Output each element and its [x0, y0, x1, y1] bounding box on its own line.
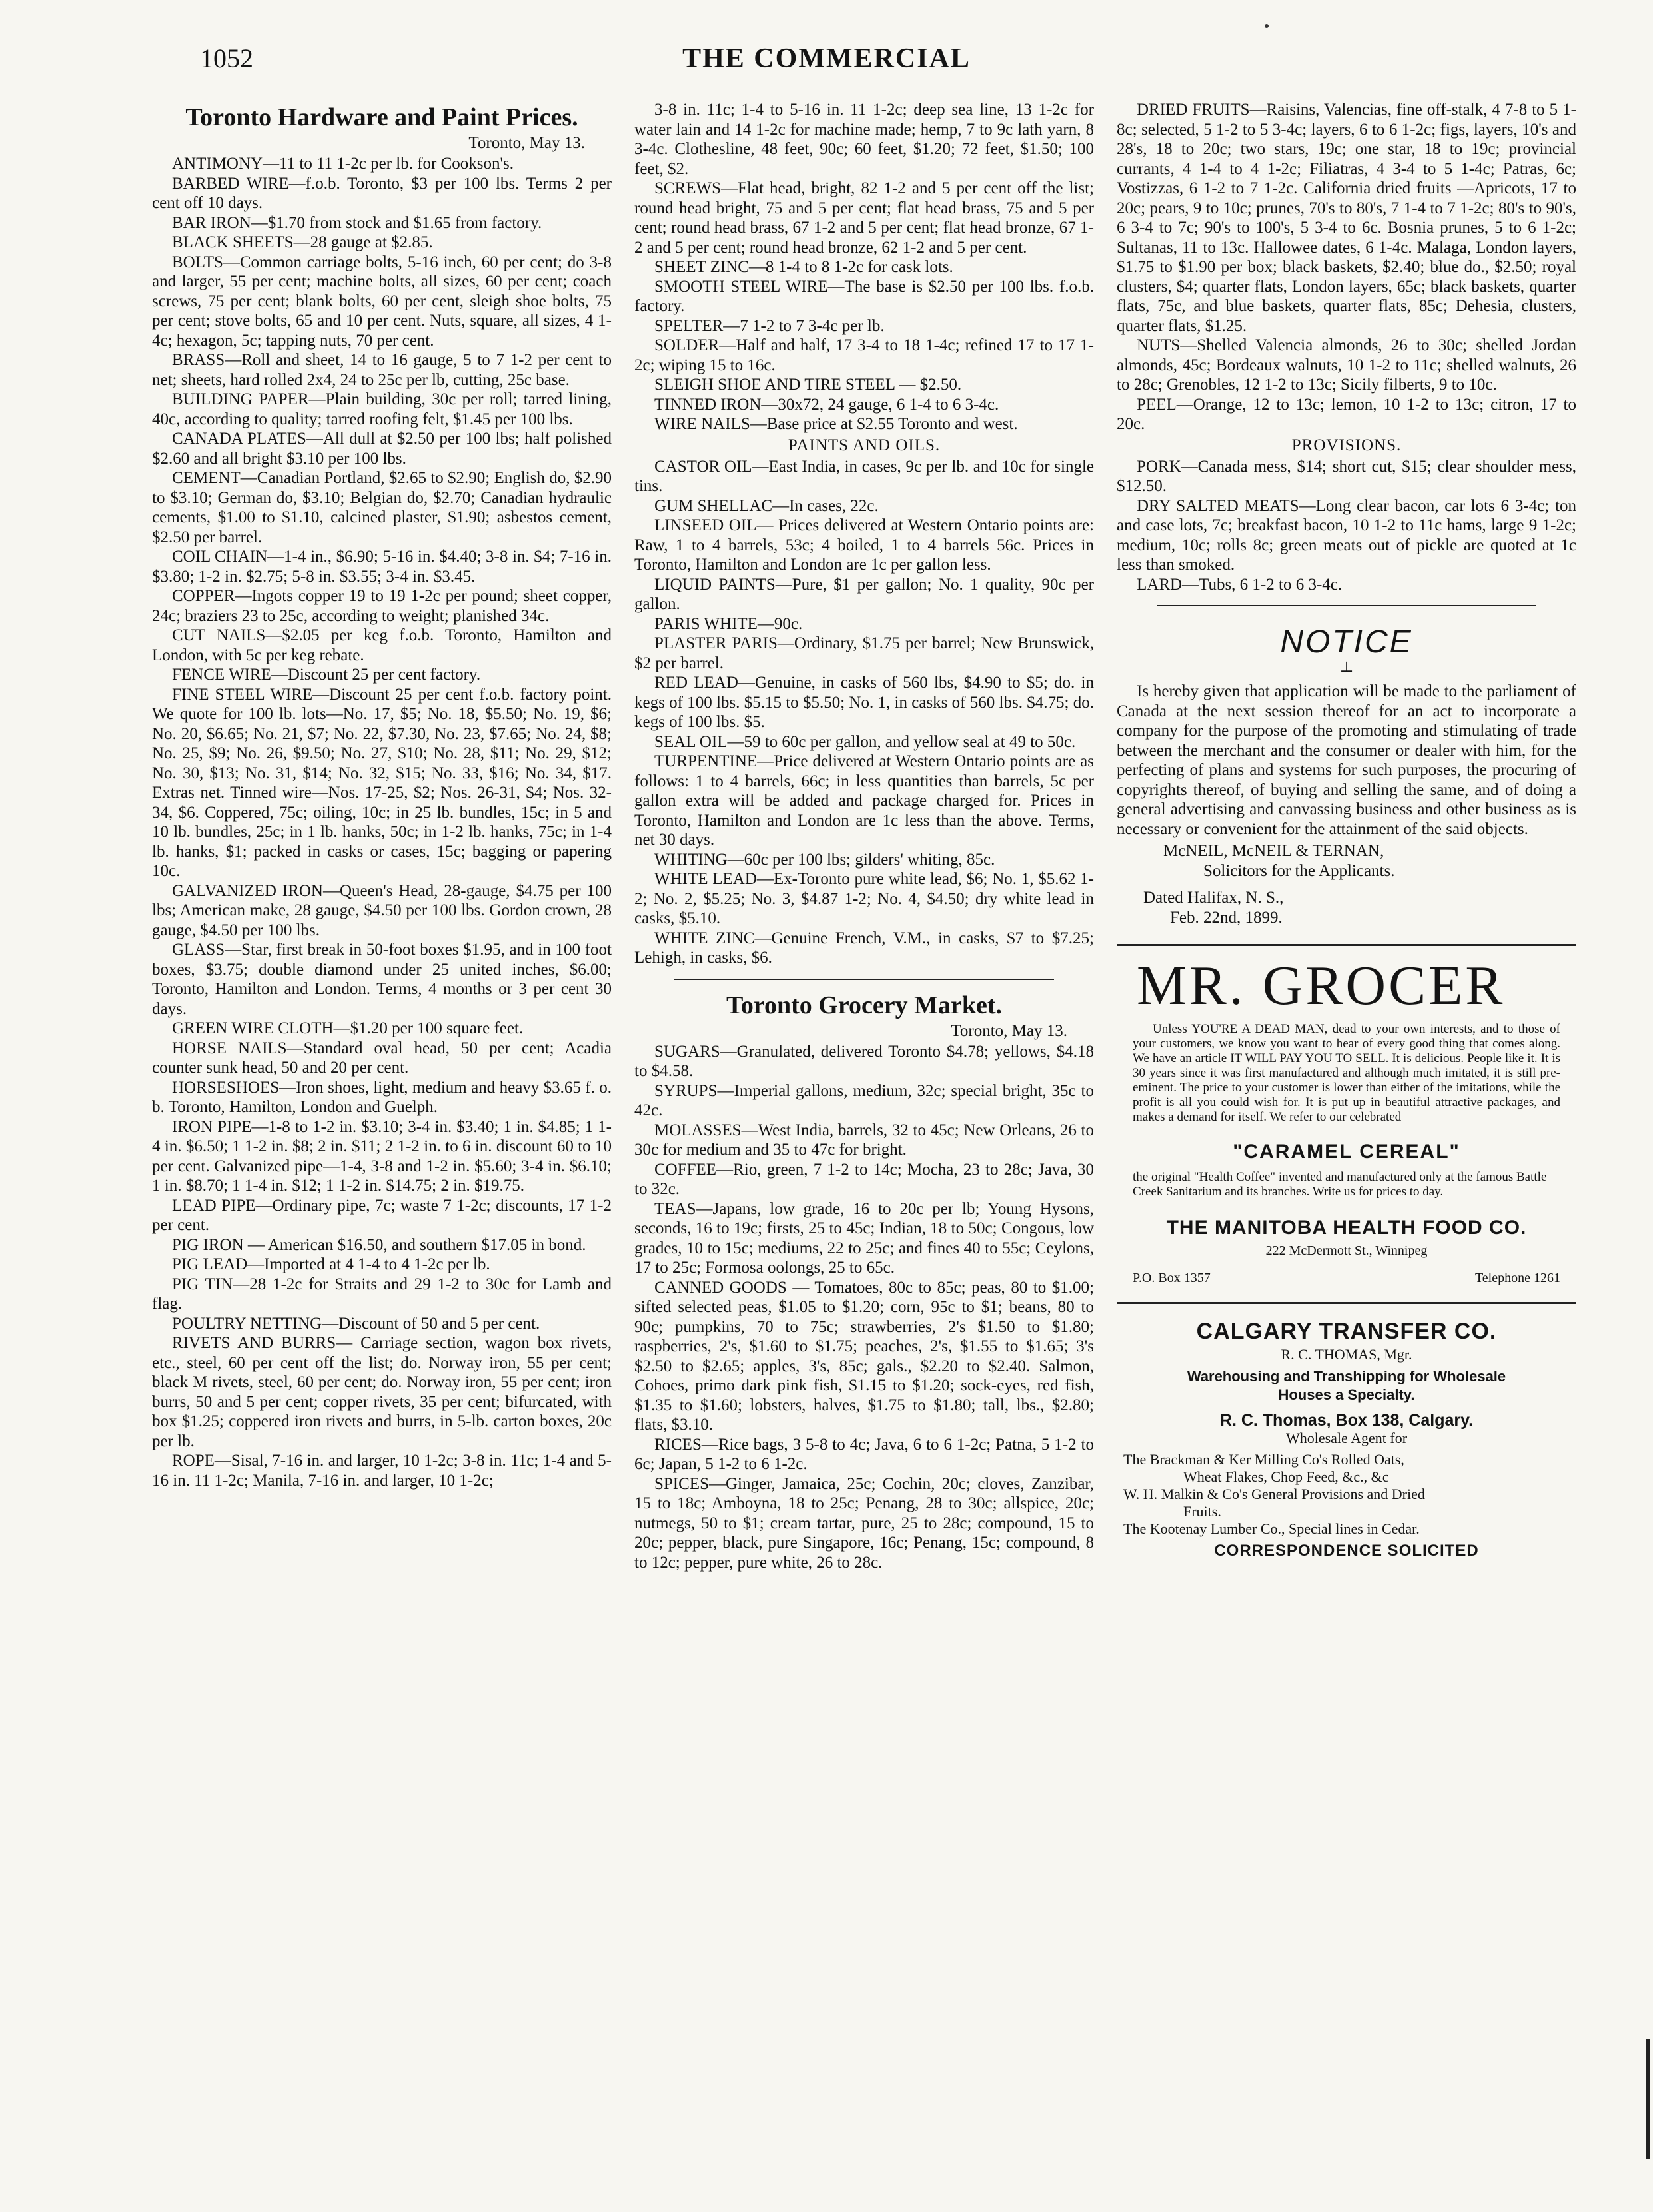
price-entry: WHITING—60c per 100 lbs; gilders' whiting, 85c.	[654, 850, 995, 869]
calgary-footer: CORRESPONDENCE SOLICITED	[1214, 1542, 1479, 1560]
price-entry: WHITE LEAD—Ex-Toronto pure white lead, $6; No. 1, $5.62 1-2; No. 2, $5.25; No. 3, $4.87 1-2; No. 4, $4.50; dry white lead in casks, $5.10.	[634, 870, 1094, 927]
price-entry: BARBED WIRE—f.o.b. Toronto, $3 per 100 lbs. Terms 2 per cent off 10 days.	[152, 174, 612, 212]
notice-signature: McNEIL, McNEIL & TERNAN,	[1163, 842, 1384, 860]
product-description: the original "Health Coffee" invented and manufactured only at the famous Battle Creek Sanitarium and its branches. Write us for prices to day.	[1133, 1170, 1547, 1199]
price-entry: CANNED GOODS — Tomatoes, 80c to 85c; peas, 80 to $1.00; sifted selected peas, $1.05 to $1.20; corn, 95c to $1; beans, 80 to 90c; pumpkins, 70 to 75c; strawberries, 2's $1.50 to $1.80; raspberries, 2's, $1.60 to $1.75; peaches, 2's, $1.55 to $1.65; 3's $2.50 to $2.65; apples, 3's, 85c; gals., $2.20 to $2.40. Salmon, Cohoes, primo dark pink fish, $1.15 to $1.20; sock-eyes, red fish, $1.35 to $1.60; lobsters, halves, $1.75 to $1.80; tall, lbs., $2.80; flats, $3.10.	[634, 1278, 1094, 1434]
paints-entries	[634, 457, 1094, 968]
price-entry: MOLASSES—West India, barrels, 32 to 45c; New Orleans, 26 to 30c for medium and 35 to 47c for bright.	[634, 1121, 1094, 1159]
provisions-entries	[1117, 457, 1576, 595]
price-entry: TEAS—Japans, low grade, 16 to 20c per lb; Young Hysons, seconds, 16 to 19c; firsts, 25 to 45c; Indian, 18 to 50c; Congous, low grades, 10 to 15c; mediums, 22 to 25c; and fines 40 to 55c; Ceylons, 17 to 25c; Formosa oolongs, 25 to 65c.	[634, 1199, 1094, 1277]
price-entry: FINE STEEL WIRE—Discount 25 per cent f.o.b. factory point. We quote for 100 lb. lots—No. 17, $5; No. 18, $5.50; No. 19, $6; No. 20, $6.65; No. 21, $7; No. 22, $7.30, No. 23, $7.65; No. 24, $8; No. 25, $9; No. 26, $9.50; No. 27, $10; No. 28, $11; No. 29, $12; No. 30, $13; No. 31, $14; No. 32, $15; No. 33, $16; No. 34, $17. Extras net. Tinned wire—Nos. 17-25, $2; Nos. 26-31, $4; Nos. 32-34, $6. Coppered, 75c; oiling, 10c; in 25 lb. bundles, 15c; in 5 and 10 lb. bundles, 25c; in 1 lb. hanks, 50c; in 1-2 lb. hanks, 75c; in 1-4 lb. hanks, $1; packed in casks or cases, 15c; bagging or papering 10c.	[152, 685, 612, 880]
grocery-section-title: Toronto Grocery Market.	[726, 991, 1003, 1019]
price-entry: RED LEAD—Genuine, in casks of 560 lbs, $4.90 to $5; do. in kegs of 100 lbs. $5.15 to $5.50; No. 1, in casks of 560 lbs. $4.75; do. kegs of 100 lbs. $5.	[634, 674, 1094, 731]
price-entry: BOLTS—Common carriage bolts, 5-16 inch, 60 per cent; do 3-8 and larger, 55 per cent; machine bolts, all sizes, 60 per cent; coach screws, 75 per cent; blank bolts, 60 per cent, sleigh shoe bolts, 75 per cent; stove bolts, 65 and 10 per cent. Nuts, square, all sizes, 4 1-4c; hexagon, 5c; tapping nuts, 70 per cent.	[152, 253, 612, 350]
grocery-dateline: Toronto, May 13.	[951, 1021, 1067, 1040]
notice-title: NOTICE	[1280, 624, 1413, 660]
product-name: "CARAMEL CEREAL"	[1233, 1141, 1460, 1163]
price-entry: LIQUID PAINTS—Pure, $1 per gallon; No. 1 quality, 90c per gallon.	[634, 575, 1094, 613]
margin-scan-mark	[1644, 2039, 1653, 2159]
calgary-company-name: CALGARY TRANSFER CO.	[1196, 1319, 1497, 1344]
agent-line: The Brackman & Ker Milling Co's Rolled Oats,	[1123, 1451, 1404, 1468]
price-entry: PIG IRON — American $16.50, and southern $17.05 in bond.	[172, 1235, 586, 1254]
price-entry: GREEN WIRE CLOTH—$1.20 per 100 square feet.	[172, 1019, 524, 1037]
price-entry: DRIED FRUITS—Raisins, Valencias, fine off-stalk, 4 7-8 to 5 1-8c; selected, 5 1-2 to 5 3-4c; layers, 6 to 6 1-2c; figs, layers, 10's and 28's, 18 to 20c; two stars, 19c; one star, 18 to 19c; provincial currants, 4 1-4 to 4 1-2c; Filiatras, 4 3-4 to 5 1-4c; Patras, 6c; Vostizzas, 6 1-2 to 7 1-2c. California dried fruits —Apricots, 17 to 20c; pears, 9 to 10c; prunes, 70's to 80's, 7 1-4 to 7 1-2c; 80's to 90's, 6 3-4 to 7c; 90's to 100's, 5 3-4 to 6c. Bosnia prunes, 5 to 6 1-2c; Sultanas, 11 to 13c. Hallowee dates, 6 1-4c. Malaga, London layers, $1.75 to $1.90 per box; black baskets, $2.40; blue do., $2.50; royal clusters, $4; quarter flats, London layers, 65c; black baskets, quarter flats, 75c, and blue baskets, quarter flats, 85c; Dehesia, clusters, quarter flats, $1.25.	[1117, 101, 1576, 335]
column-right	[1117, 100, 1576, 1560]
calgary-box: R. C. Thomas, Box 138, Calgary.	[1219, 1411, 1474, 1430]
price-entry: CANADA PLATES—All dull at $2.50 per 100 lbs; half polished $2.60 and all bright $3.10 per 100 lbs.	[152, 430, 612, 468]
notice-advertisement	[1117, 624, 1576, 928]
calgary-advertisement	[1117, 1319, 1576, 1560]
price-entry: SPELTER—7 1-2 to 7 3-4c per lb.	[654, 316, 885, 335]
price-entry: COPPER—Ingots copper 19 to 19 1-2c per pound; sheet copper, 24c; braziers 23 to 25c, according to weight; planished 34c.	[152, 587, 612, 625]
price-entry: WIRE NAILS—Base price at $2.55 Toronto and west.	[654, 415, 1018, 433]
price-entry: SYRUPS—Imperial gallons, medium, 32c; special bright, 35c to 42c.	[634, 1081, 1094, 1119]
price-entry: FENCE WIRE—Discount 25 per cent factory.	[172, 666, 481, 684]
page-number: 1052	[200, 43, 253, 73]
price-entry: LARD—Tubs, 6 1-2 to 6 3-4c.	[1137, 575, 1343, 594]
notice-date: Feb. 22nd, 1899.	[1170, 909, 1283, 927]
price-entry: BRASS—Roll and sheet, 14 to 16 gauge, 5 to 7 1-2 per cent to net; sheets, hard rolled 2x4, 24 to 25c per lb, cutting, 25c base.	[152, 351, 612, 389]
price-entry: NUTS—Shelled Valencia almonds, 26 to 30c; shelled Jordan almonds, 45c; Bordeaux walnuts, 10 1-2 to 11c; shelled walnuts, 26 to 28c; Grenobles, 12 1-2 to 13c; Sicily filberts, 9 to 10c.	[1117, 336, 1576, 394]
price-entry: HORSE NAILS—Standard oval head, 50 per cent; Acadia counter sunk head, 50 and 20 per cent.	[152, 1039, 612, 1077]
price-entry: SCREWS—Flat head, bright, 82 1-2 and 5 per cent off the list; round head bright, 75 and 5 per cent; flat head brass, 75 and 5 per cent; round head brass, 67 1-2 and 5 per cent; flat head bronze, 67 1-2 and 5 per cent; round head bronze, 62 1-2 and 5 per cent.	[634, 179, 1094, 257]
price-entry: RICES—Rice bags, 3 5-8 to 4c; Java, 6 to 6 1-2c; Patna, 5 1-2 to 6c; Japan, 5 1-2 to 6 1-2c.	[634, 1435, 1094, 1473]
price-entry: LEAD PIPE—Ordinary pipe, 7c; waste 7 1-2c; discounts, 17 1-2 per cent.	[152, 1196, 612, 1234]
price-entry: CEMENT—Canadian Portland, $2.65 to $2.90; English do, $2.90 to $3.10; German do, $3.10; Belgian do, $2.70; Canadian hydraulic cements, $1.00 to $1.10, calcined plaster, $1.90; asbestos cement, $2.50 per barrel.	[152, 469, 612, 546]
provisions-subheading: PROVISIONS.	[1291, 436, 1402, 454]
price-entry: 3-8 in. 11c; 1-4 to 5-16 in. 11 1-2c; deep sea line, 13 1-2c for water lain and 14 1-2c for machine made; hemp, 7 to 9c lath yarn, 8 3-4c. Clothesline, 48 feet, 90c; 60 feet, $1.20; 72 feet, $1.50; 100 feet, $2.	[634, 101, 1094, 178]
price-entry: COIL CHAIN—1-4 in., $6.90; 5-16 in. $4.40; 3-8 in. $4; 7-16 in. $3.80; 1-2 in. $2.75; 5-8 in. $3.55; 3-4 in. $3.45.	[152, 548, 612, 586]
paints-subheading: PAINTS AND OILS.	[788, 436, 941, 454]
telephone: Telephone 1261	[1474, 1271, 1560, 1285]
column-left	[152, 100, 612, 1490]
grocer-ad-title: MR. GROCER	[1137, 955, 1506, 1017]
price-entry: GLASS—Star, first break in 50-foot boxes $1.95, and in 100 foot boxes, $3.75; double diamond under 25 united inches, $6.00; Toronto, Hamilton and London. Terms, 4 months or 3 per cent 30 days.	[152, 941, 612, 1018]
price-entry: PEEL—Orange, 12 to 13c; lemon, 10 1-2 to 13c; citron, 17 to 20c.	[1117, 395, 1576, 433]
price-entry: WHITE ZINC—Genuine French, V.M., in casks, $7 to $7.25; Lehigh, in casks, $6.	[634, 929, 1094, 967]
price-entry: POULTRY NETTING—Discount of 50 and 5 per cent.	[172, 1314, 540, 1333]
calgary-agent-for: Wholesale Agent for	[1285, 1430, 1408, 1446]
price-entry: SLEIGH SHOE AND TIRE STEEL — $2.50.	[654, 376, 962, 394]
publication-title: THE COMMERCIAL	[682, 43, 971, 74]
hardware-continued-entries	[634, 100, 1094, 434]
column-middle	[634, 100, 1094, 1572]
grocer-ad-body: Unless YOU'RE A DEAD MAN, dead to your own interests, and to those of your customers, we know you want to hear of every good thing that comes along. We have an article IT WILL PAY YOU TO SELL. It is delicious. People like it. It is 30 years since it was first manufactured and although much imitated, it is still pre-eminent. The price to your customer is lower than either of the imitations, while the profit is all you could wish for. It is put up in beautiful attractive packages, and makes a demand for itself. We refer to our celebrated	[1133, 1022, 1560, 1124]
price-entry: ROPE—Sisal, 7-16 in. and larger, 10 1-2c; 3-8 in. 11c; 1-4 and 5-16 in. 11 1-2c; Manila, 7-16 in. and larger, 10 1-2c;	[152, 1452, 612, 1490]
page-header	[0, 43, 1653, 89]
notice-ornament-icon: ⊥	[1339, 658, 1354, 675]
price-entry: HORSESHOES—Iron shoes, light, medium and heavy $3.65 f. o. b. Toronto, Hamilton, London and Guelph.	[152, 1078, 612, 1116]
po-box: P.O. Box 1357	[1133, 1271, 1211, 1285]
grocery-entries	[634, 1042, 1094, 1573]
section-divider	[674, 979, 1054, 980]
notice-dated: Dated Halifax, N. S.,	[1143, 889, 1284, 907]
price-entry: PIG LEAD—Imported at 4 1-4 to 4 1-2c per lb.	[172, 1255, 490, 1273]
calgary-tagline: Warehousing and Transhipping for Wholesale	[1187, 1368, 1506, 1384]
section-divider	[1157, 605, 1536, 606]
notice-role: Solicitors for the Applicants.	[1203, 862, 1395, 880]
dried-fruits-entries	[1117, 100, 1576, 434]
price-entry: GALVANIZED IRON—Queen's Head, 28-gauge, $4.75 per 100 lbs; American make, 28 gauge, $4.50 per 100 lbs. Gordon crown, 28 gauge, $4.50 per 100 lbs.	[152, 881, 612, 939]
price-entry: PIG TIN—28 1-2c for Straits and 29 1-2 to 30c for Lamb and flag.	[152, 1275, 612, 1313]
price-entry: IRON PIPE—1-8 to 1-2 in. $3.10; 3-4 in. $3.40; 1 in. $4.85; 1 1-4 in. $6.50; 1 1-2 in. $8; 2 in. $11; 2 1-2 in. to 6 in. discount 60 to 10 per cent. Galvanized pipe—1-4, 3-8 and 1-2 in. $5.60; 3-4 in. $6.10; 1 in. $8.70; 1 1-4 in. $12; 1 1-2 in. $14.75; 2 in. $19.75.	[152, 1117, 612, 1195]
price-entry: LINSEED OIL— Prices delivered at Western Ontario points are: Raw, 1 to 4 barrels, 53c; 4 boiled, 1 to 4 barrels 56c. Prices in Toronto, Hamilton and London are 1c per gallon less.	[634, 516, 1094, 574]
price-entry: ANTIMONY—11 to 11 1-2c per lb. for Cookson's.	[172, 155, 514, 173]
ad-divider	[1117, 1302, 1576, 1304]
price-entry: PARIS WHITE—90c.	[654, 614, 803, 633]
company-contact	[1133, 1271, 1560, 1286]
agent-line: The Kootenay Lumber Co., Special lines in Cedar.	[1123, 1520, 1420, 1537]
calgary-manager: R. C. THOMAS, Mgr.	[1281, 1346, 1412, 1363]
calgary-tagline-2: Houses a Specialty.	[1278, 1386, 1415, 1403]
price-entry: SOLDER—Half and half, 17 3-4 to 18 1-4c; refined 17 to 17 1-2c; wiping 15 to 16c.	[634, 336, 1094, 374]
price-entry: TURPENTINE—Price delivered at Western Ontario points are as follows: 1 to 4 barrels, 66c; in less quantities than barrels, 5c per gallon extra will be added and package charged for. Prices in Toronto, Hamilton and London are 1c less than the above. Terms, net 30 days.	[634, 752, 1094, 849]
company-address: 222 McDermott St., Winnipeg	[1265, 1243, 1428, 1258]
agent-line: Fruits.	[1183, 1503, 1221, 1520]
hardware-entries	[152, 154, 612, 1490]
price-entry: CUT NAILS—$2.05 per keg f.o.b. Toronto, Hamilton and London, with 5c per keg rebate.	[152, 626, 612, 664]
price-entry: RIVETS AND BURRS— Carriage section, wagon box rivets, etc., steel, 60 per cent off the list; do. Norway iron, 55 per cent; black M rivets, steel, 60 per cent; do. Norway iron, 55 per cent; iron burrs, 50 and 5 per cent; copper rivets, 35 per cent; bifurcated, with box $1.25; coppered iron rivets and burrs, in 5-lb. carton boxes, 20c per lb.	[152, 1334, 612, 1450]
hardware-section-title: Toronto Hardware and Paint Prices.	[185, 103, 578, 131]
price-entry: DRY SALTED MEATS—Long clear bacon, car lots 6 3-4c; ton and case lots, 7c; breakfast bacon, 10 1-2 to 11c hams, large 9 1-2c; medium, 10c; rolls 8c; green meats out of pickle are quoted at 1c less than smoked.	[1117, 496, 1576, 574]
print-speck	[1265, 24, 1269, 28]
price-entry: SEAL OIL—59 to 60c per gallon, and yellow seal at 49 to 50c.	[654, 732, 1076, 751]
price-entry: PLASTER PARIS—Ordinary, $1.75 per barrel; New Brunswick, $2 per barrel.	[634, 634, 1094, 672]
price-entry: CASTOR OIL—East India, in cases, 9c per lb. and 10c for single tins.	[634, 457, 1094, 495]
notice-body: Is hereby given that application will be made to the parliament of Canada at the next session thereof for an act to incorporate a company for the purpose of the promoting and stimulating of trade between the merchant and the consumer or dealer with him, for the perfecting of plans and systems for such purposes, the procuring of copyrights thereof, of buying and selling the same, and of doing a general advertising and canvassing business and other business as is necessary or convenient for the attainment of the said objects.	[1117, 682, 1576, 838]
price-entry: SPICES—Ginger, Jamaica, 25c; Cochin, 20c; cloves, Zanzibar, 15 to 18c; Amboyna, 18 to 25c; Penang, 28 to 30c; allspice, 20c; nutmegs, 50 to $1; cream tartar, pure, 25 to 28c; compound, 15 to 20c; pepper, black, pure Singapore, 16c; Penang, 15c; compound, 8 to 12c; pepper, pure white, 26 to 28c.	[634, 1474, 1094, 1572]
price-entry: GUM SHELLAC—In cases, 22c.	[654, 496, 879, 515]
ad-divider	[1117, 944, 1576, 946]
price-entry: TINNED IRON—30x72, 24 gauge, 6 1-4 to 6 3-4c.	[654, 395, 999, 414]
company-name: THE MANITOBA HEALTH FOOD CO.	[1166, 1217, 1527, 1239]
price-entry: SMOOTH STEEL WIRE—The base is $2.50 per 100 lbs. f.o.b. factory.	[634, 277, 1094, 315]
hardware-dateline: Toronto, May 13.	[468, 134, 585, 152]
price-entry: BAR IRON—$1.70 from stock and $1.65 from factory.	[172, 213, 542, 232]
grocer-advertisement	[1117, 954, 1576, 1286]
agent-line: W. H. Malkin & Co's General Provisions and Dried	[1123, 1486, 1425, 1502]
agent-line: Wheat Flakes, Chop Feed, &c., &c	[1183, 1468, 1389, 1485]
calgary-agent-list	[1123, 1451, 1576, 1538]
price-entry: SUGARS—Granulated, delivered Toronto $4.78; yellows, $4.18 to $4.58.	[634, 1042, 1094, 1080]
price-entry: SHEET ZINC—8 1-4 to 8 1-2c for cask lots.	[654, 258, 953, 276]
price-entry: PORK—Canada mess, $14; short cut, $15; clear shoulder mess, $12.50.	[1117, 457, 1576, 495]
price-entry: BUILDING PAPER—Plain building, 30c per roll; tarred lining, 40c, according to quality; tarred roofing felt, $1.45 per 100 lbs.	[152, 390, 612, 428]
price-entry: BLACK SHEETS—28 gauge at $2.85.	[172, 233, 433, 251]
price-entry: COFFEE—Rio, green, 7 1-2 to 14c; Mocha, 23 to 28c; Java, 30 to 32c.	[634, 1160, 1094, 1198]
